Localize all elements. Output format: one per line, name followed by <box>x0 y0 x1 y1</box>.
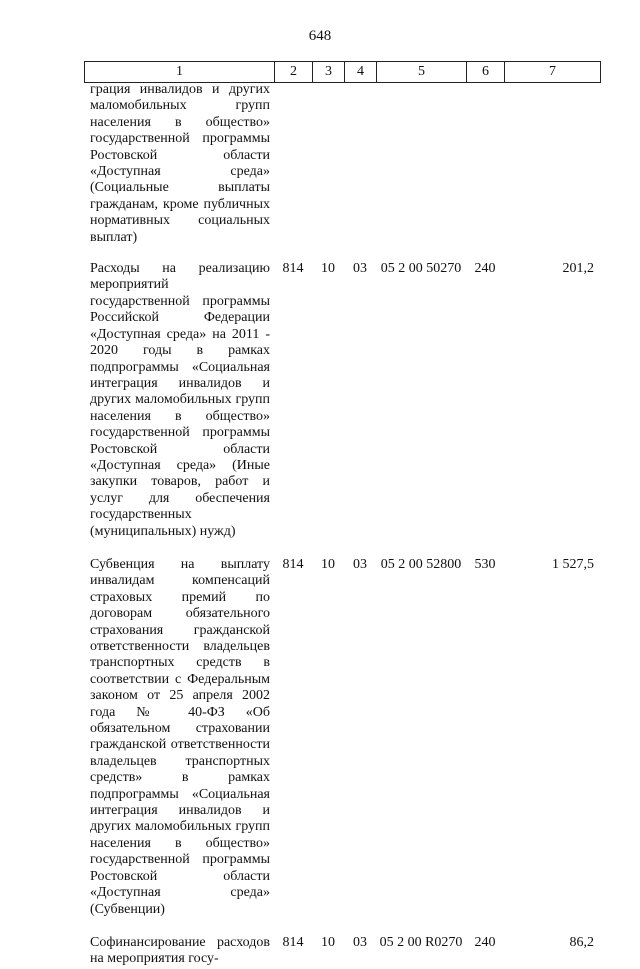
table-row <box>84 557 600 918</box>
row-code-5: 05 2 00 R0270 <box>379 934 463 950</box>
row-code-4: 03 <box>353 934 367 950</box>
row-code-2: 814 <box>282 556 304 572</box>
row-code-4: 03 <box>353 261 367 277</box>
table-row <box>84 261 600 540</box>
row-description: Расходы на реализацию мероприятий государственной программы Российской Федерации «Доступная среда» на 2011 - 2020 годы в рамках подпрограммы «Социальная интеграция инвалидов и других маломобильных групп населения в общество» государственной программы Ростовской области «Доступная среда» (Иные закупки товаров, работ и услуг для обеспечения государственных (муниципальных) нужд) <box>90 261 270 539</box>
column-header-5: 5 <box>377 62 467 83</box>
row-description: Субвенция на выплату инвалидам компенсаций страховых премий по договорам обязательного страхования гражданской ответственности владельцев транспортных средств в соответствии с Федеральным законом от 25 апреля 2002 года № 40-ФЗ «Об обязательном страховании гражданской ответственности владельцев транспортных средств» в рамках подпрограммы «Социальная интеграция инвалидов и других маломобильных групп населения в общество» государственной программы Ростовской области «Доступная среда» (Субвенции) <box>90 556 270 917</box>
row-code-6: 240 <box>474 261 496 277</box>
row-amount: 1 527,5 <box>552 556 594 572</box>
page-number: 648 <box>308 28 332 44</box>
column-header-3: 3 <box>313 62 345 83</box>
row-amount: 86,2 <box>569 934 594 950</box>
table-row <box>84 935 600 969</box>
table-body <box>84 82 600 969</box>
column-header-4: 4 <box>345 62 377 83</box>
column-header-table <box>84 61 601 83</box>
column-header-2: 2 <box>275 62 313 83</box>
row-code-5: 05 2 00 50270 <box>380 261 462 277</box>
row-description: Софинансирование расходов на мероприятия госу- <box>90 934 270 967</box>
column-header-row <box>85 62 601 83</box>
row-code-2: 814 <box>282 934 304 950</box>
row-code-3: 10 <box>321 934 335 950</box>
row-code-2: 814 <box>282 261 304 277</box>
row-code-3: 10 <box>321 261 335 277</box>
column-header-1: 1 <box>85 62 275 83</box>
row-code-6: 240 <box>474 934 496 950</box>
column-header-7: 7 <box>505 62 601 83</box>
column-header-6: 6 <box>467 62 505 83</box>
table-row <box>84 82 600 246</box>
row-code-3: 10 <box>321 556 335 572</box>
row-description: грация инвалидов и других маломобильных групп населения в общество» государственной программы Ростовской области «Доступная среда» (Социальные выплаты гражданам, кроме публичных нормативных социальных выплат) <box>90 82 270 245</box>
row-amount: 201,2 <box>562 261 594 277</box>
row-code-4: 03 <box>353 556 367 572</box>
row-code-6: 530 <box>474 556 496 572</box>
row-code-5: 05 2 00 52800 <box>380 556 462 572</box>
